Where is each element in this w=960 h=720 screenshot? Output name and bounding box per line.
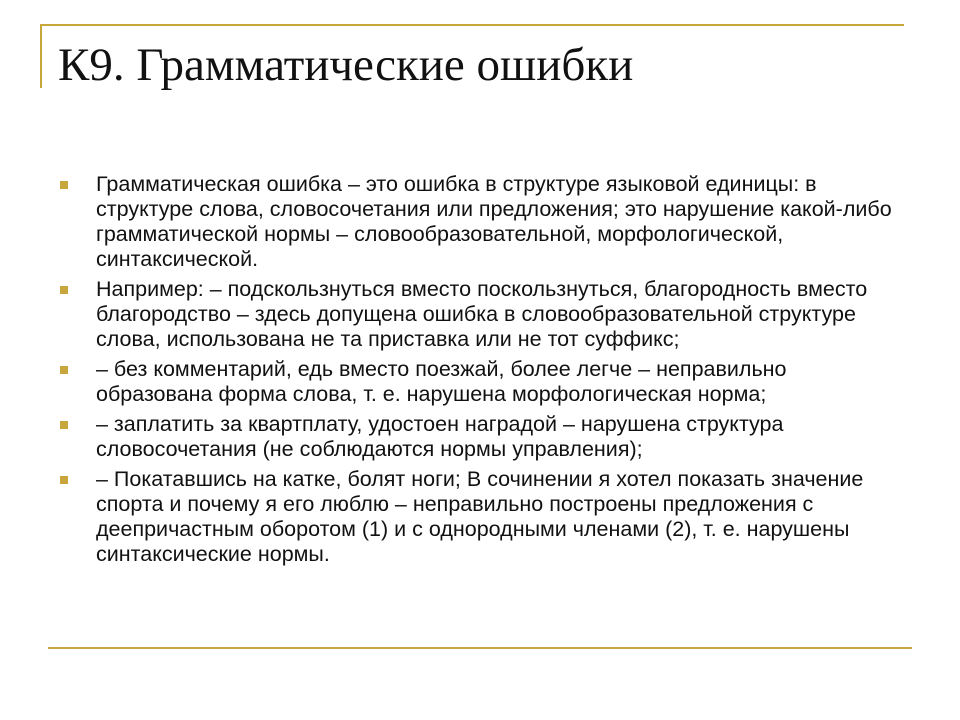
square-bullet-icon (60, 476, 68, 484)
list-item-text: Грамматическая ошибка – это ошибка в структуре языковой единицы: в структуре слова, словосочетания или предложения; это нарушение какой-либо грамматической нормы – словообразовательной, морфологической, синтаксической. (96, 172, 892, 271)
square-bullet-icon (60, 181, 68, 189)
list-item (58, 277, 908, 352)
square-bullet-icon (60, 286, 68, 294)
bullet-list (58, 172, 908, 572)
square-bullet-icon (60, 421, 68, 429)
list-item-text: – без комментарий, едь вместо поезжай, более легче – неправильно образована форма слова, т. е. нарушена морфологическая норма; (96, 357, 787, 406)
square-bullet-icon (60, 366, 68, 374)
list-item-text: – заплатить за квартплату, удостоен наградой – нарушена структура словосочетания (не соблюдаются нормы управления); (96, 412, 784, 461)
frame-left-line (40, 24, 42, 88)
list-item-text: Например: – подскользнуться вместо поскользнуться, благородность вместо благородство – здесь допущена ошибка в словообразовательной структуре слова, использована не та приставка или не тот суффикс; (96, 277, 868, 351)
list-item (58, 172, 908, 272)
list-item (58, 357, 908, 407)
slide-title: К9. Грамматические ошибки (58, 39, 634, 91)
frame-top-line (40, 24, 904, 26)
frame-bottom-line (48, 647, 912, 649)
list-item (58, 467, 908, 567)
list-item-text: – Покатавшись на катке, болят ноги; В сочинении я хотел показать значение спорта и почему я его люблю – неправильно построены предложения с деепричастным оборотом (1) и с однородными членами (2), т. е. нарушены синтаксические нормы. (96, 467, 864, 566)
list-item (58, 412, 908, 462)
